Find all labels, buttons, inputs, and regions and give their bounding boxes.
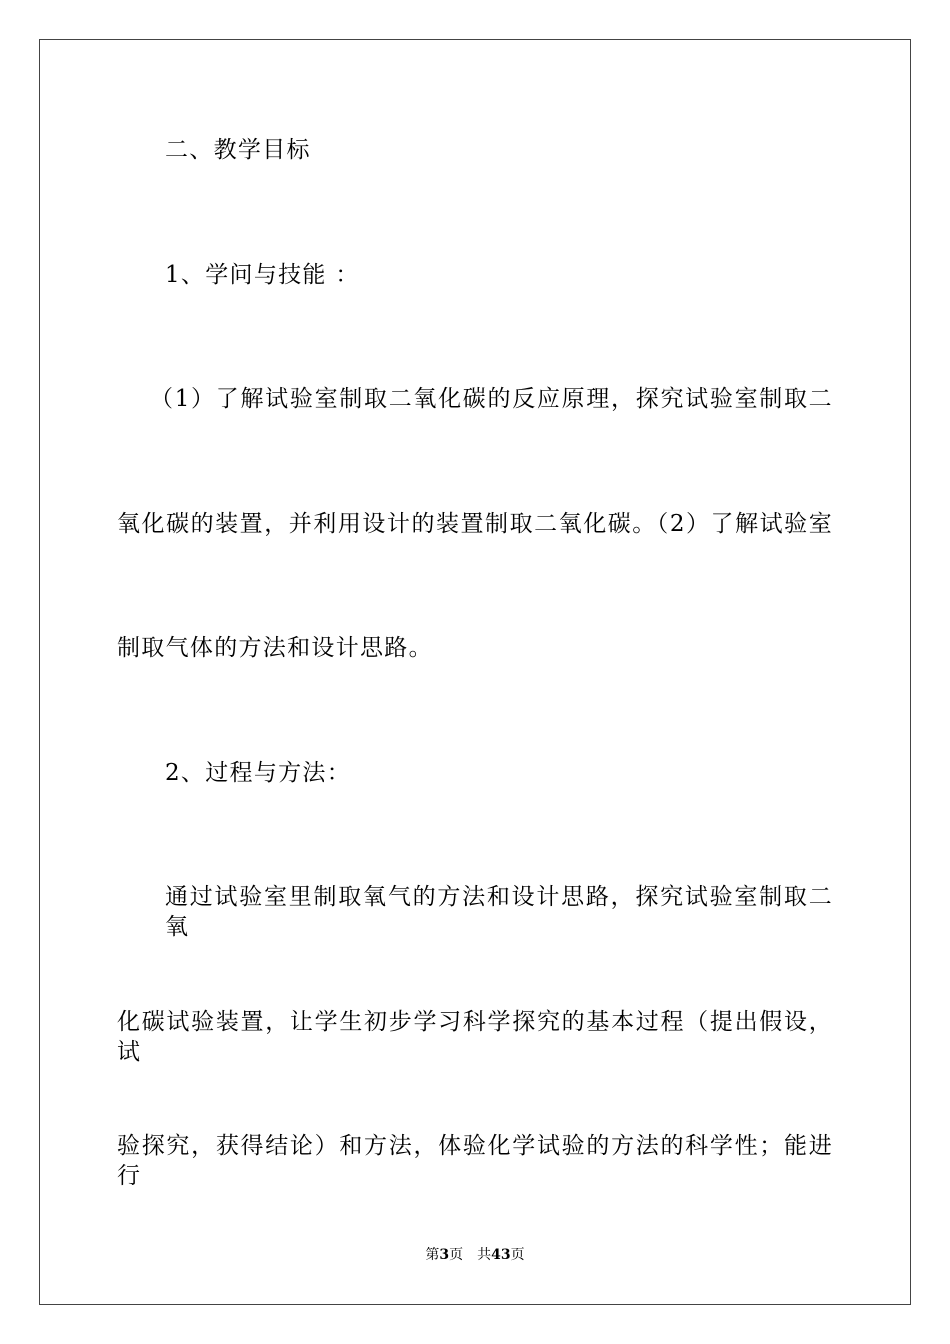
paragraph-line: 氧化碳的装置，并利用设计的装置制取二氧化碳。（2）了解试验室 — [117, 511, 833, 537]
footer-current-page: 3 — [439, 1247, 450, 1263]
paragraph-line: 通过试验室里制取氧气的方法和设计思路，探究试验室制取二氧 — [165, 884, 833, 940]
page-border — [39, 39, 911, 1305]
footer-page-suffix: 页 — [449, 1247, 464, 1263]
paragraph-line: （1）了解试验室制取二氧化碳的反应原理，探究试验室制取二 — [150, 386, 833, 412]
subsection-title-process-method: 2、过程与方法： — [165, 760, 352, 786]
paragraph-line: 化碳试验装置，让学生初步学习科学探究的基本过程（提出假设，试 — [117, 1009, 833, 1065]
section-heading-objectives: 二、教学目标 — [165, 137, 311, 163]
page-footer — [0, 1246, 950, 1264]
subsection-title-knowledge-skills: 1、学问与技能 ： — [165, 262, 360, 288]
footer-total-pages: 43 — [491, 1247, 511, 1263]
footer-page-prefix: 第 — [425, 1247, 440, 1263]
paragraph-line: 制取气体的方法和设计思路。 — [117, 635, 433, 661]
footer-total-prefix: 共 — [477, 1247, 492, 1263]
footer-total-suffix: 页 — [510, 1247, 525, 1263]
paragraph-line: 验探究，获得结论）和方法，体验化学试验的方法的科学性；能进行 — [117, 1133, 833, 1189]
